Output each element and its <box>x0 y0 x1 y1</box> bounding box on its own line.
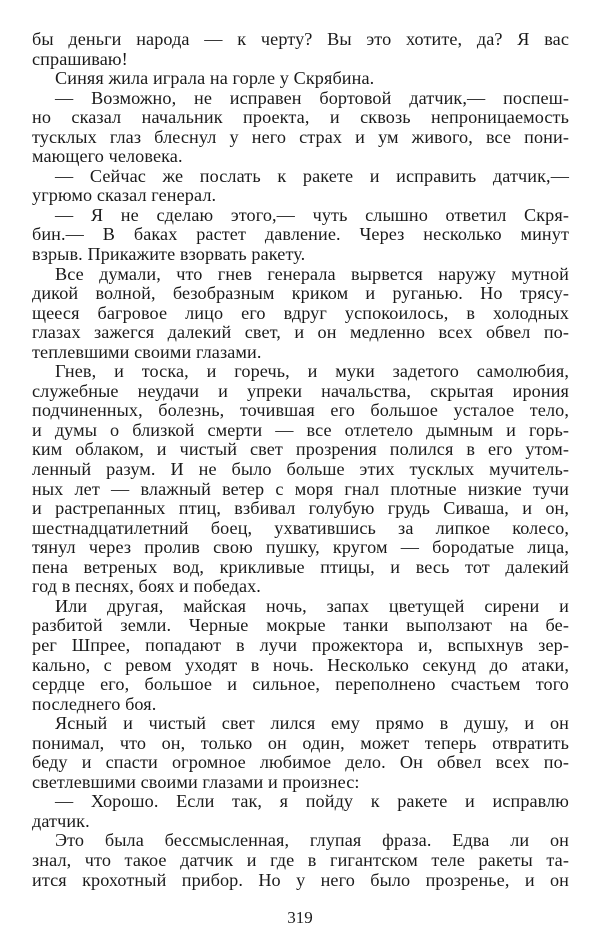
text-line: Все думали, что гнев генерала вырвется наружу мутной <box>55 263 569 284</box>
text-line: спрашиваю! <box>32 48 128 69</box>
page-number: 319 <box>287 908 313 927</box>
text-line: бы деньги народа — к черту? Вы это хотите, да? Я вас <box>32 29 569 49</box>
text-line: разбитой земли. Черные мокрые танки выползают на бе- <box>32 615 569 636</box>
text-line: кально, с ревом уходят в ночь. Несколько секунд до атаки, <box>32 654 569 675</box>
text-line: ится крохотный прибор. Но у него было прозренье, и он <box>32 869 569 890</box>
text-line: бин.— В баках растет давление. Через несколько минут <box>32 224 569 245</box>
page-body-text <box>32 30 569 890</box>
text-line: Ясный и чистый свет лился ему прямо в душу, и он <box>55 713 569 734</box>
text-line: угрюмо сказал генерал. <box>32 185 217 206</box>
text-line: понимал, что он, только он один, может теперь отвратить <box>32 732 569 753</box>
text-line: щееся багровое лицо его вдруг успокоилось, в холодных <box>32 302 569 323</box>
text-line: светлевшими своими глазами и произнес: <box>32 771 360 792</box>
text-line: — Возможно, не исправен бортовой датчик,— поспеш- <box>55 87 569 108</box>
text-line: глазах зажегся далекий свет, и он медленно всех обвел по- <box>32 322 569 343</box>
text-line: теплевшими своими глазами. <box>32 341 262 362</box>
text-line: подчиненных, болезнь, точившая его большое усталое тело, <box>32 400 569 421</box>
text-line: взрыв. Прикажите взорвать ракету. <box>32 244 306 265</box>
text-line: беду и спасти огромное любимое дело. Он обвел всех по- <box>32 752 569 773</box>
text-line: сердце его, большое и сильное, переполнено счастьем того <box>32 674 569 695</box>
text-line: ленный разум. И не было больше этих тусклых мучитель- <box>32 459 569 480</box>
text-line: пена ветреных вод, крикливые птицы, и весь тот далекий <box>32 556 569 577</box>
text-line: — Я не сделаю этого,— чуть слышно ответил Скря- <box>55 204 569 225</box>
text-line: дикой волной, безобразным криком и руганью. Но трясу- <box>32 283 569 304</box>
text-line: Гнев, и тоска, и горечь, и муки задетого самолюбия, <box>55 361 569 382</box>
text-line: Это была бессмысленная, глупая фраза. Едва ли он <box>55 830 569 851</box>
text-line: и думы о близкой смерти — все отлетело дымным и горь- <box>32 419 569 440</box>
text-line: служебные неудачи и упреки начальства, скрытая ирония <box>32 380 569 401</box>
text-line: рег Шпрее, попадают в лучи прожектора и, вспыхнув зер- <box>32 634 569 655</box>
text-line: — Сейчас же послать к ракете и исправить датчик,— <box>55 165 569 186</box>
text-line: Синяя жила играла на горле у Скрябина. <box>55 68 375 89</box>
text-line: Или другая, майская ночь, запах цветущей сирени и <box>55 595 569 616</box>
text-line: шестнадцатилетний боец, ухватившись за липкое колесо, <box>32 517 569 538</box>
text-line: последнего боя. <box>32 693 157 714</box>
text-line: но сказал начальник проекта, и сквозь непроницаемость <box>32 107 569 128</box>
text-line: мающего человека. <box>32 146 183 167</box>
text-line: датчик. <box>32 810 90 831</box>
text-line: ким облаком, и чистый свет прозрения полился в его утом- <box>32 439 569 460</box>
text-line: тусклых глаз блеснул у него страх и ум живого, все пони- <box>32 126 569 147</box>
text-line: знал, что такое датчик и где в гигантском теле ракеты та- <box>32 849 569 870</box>
text-line: ных лет — влажный ветер с моря гнал плотные низкие тучи <box>32 478 569 499</box>
text-line: и растрепанных птиц, взбивал голубую грудь Сиваша, и он, <box>32 498 569 519</box>
text-line: тянул через пролив свою пушку, кругом — бородатые лица, <box>32 537 569 558</box>
text-line: — Хорошо. Если так, я пойду к ракете и исправлю <box>55 791 569 812</box>
text-line: год в песнях, боях и победах. <box>32 576 261 597</box>
